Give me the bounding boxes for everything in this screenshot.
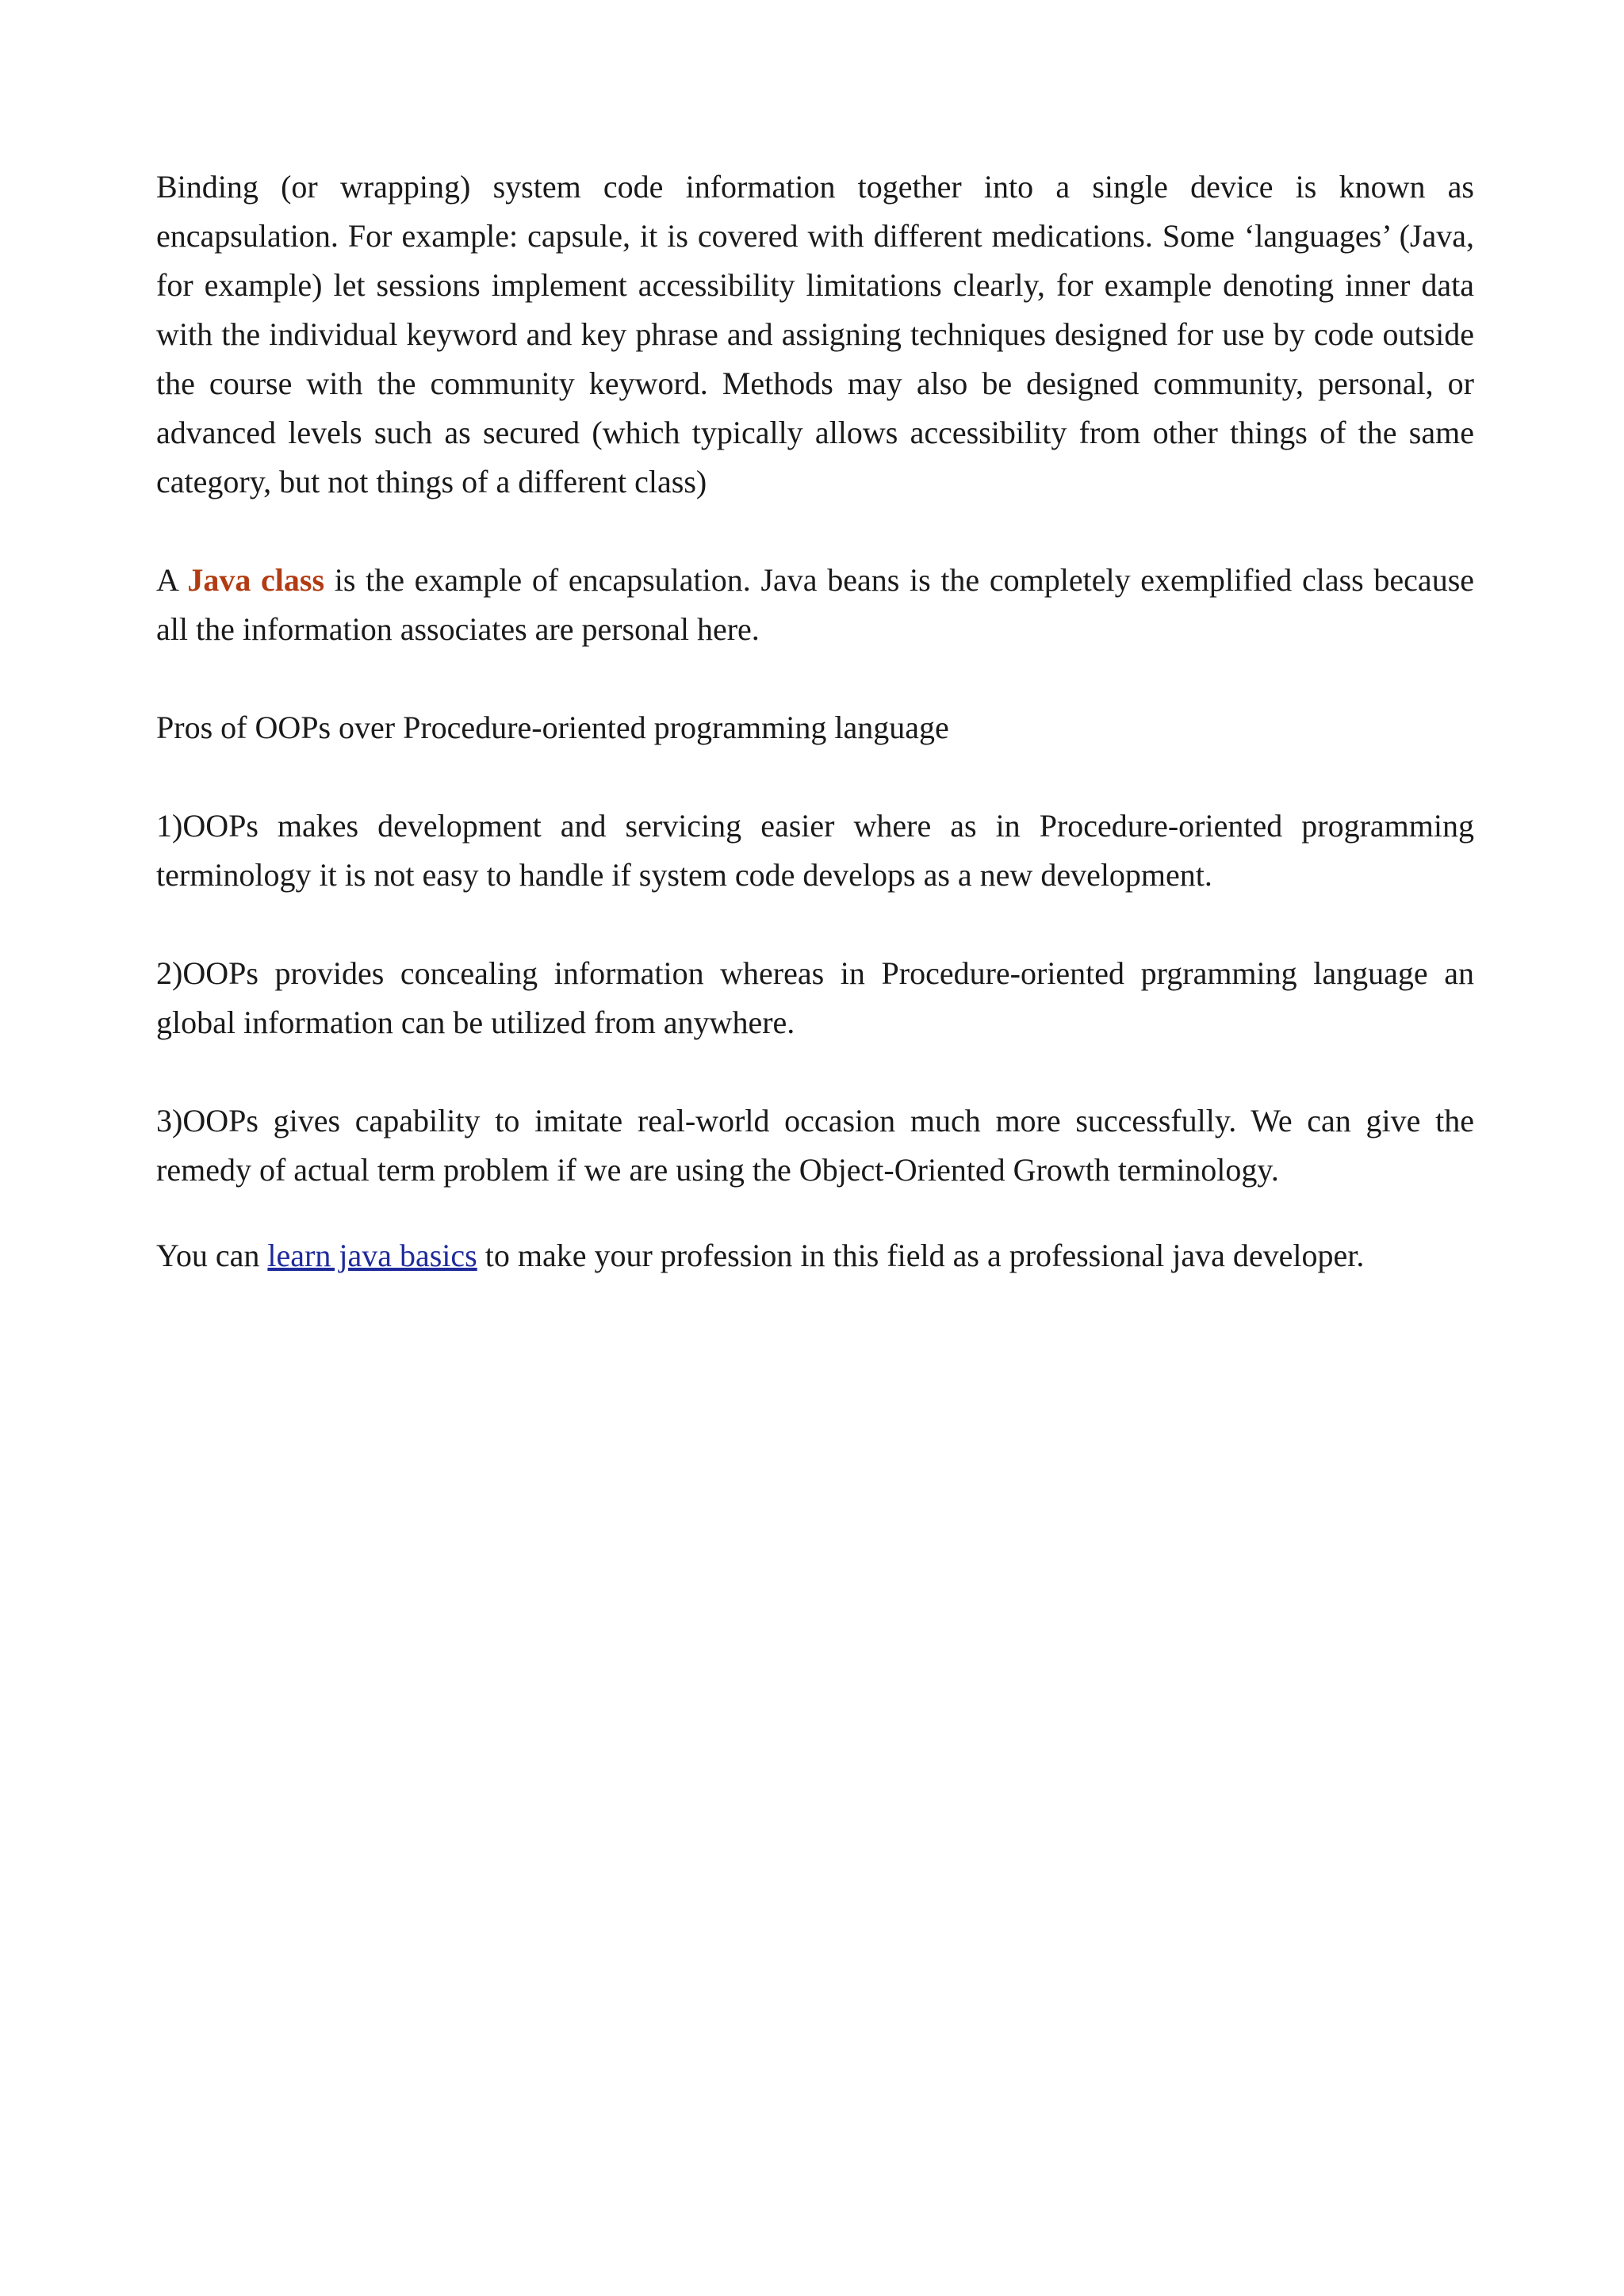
java-class-suffix: is the example of encapsulation. Java beans is the completely exemplified class because all the information associates are personal here. <box>156 562 1475 647</box>
java-class-highlight: Java class <box>187 562 325 598</box>
encapsulation-paragraph: Binding (or wrapping) system code information together into a single device is known as encapsulation. For example: capsule, it is covered with different medications. Some ‘languages’ (Java, for example) let sessions implement accessibility limitations clearly, for example denoting inner data with the individual keyword and key phrase and assigning techniques designed for use by code outside the course with the community keyword. Methods may also be designed community, personal, or advanced levels such as secured (which typically allows accessibility from other things of the same category, but not things of a different class) <box>156 169 1474 499</box>
java-class-prefix: A <box>156 562 178 598</box>
pros-item-2: 2)OOPs provides concealing information whereas in Procedure-oriented prgramming language an global information can be utilized from anywhere. <box>156 955 1474 1040</box>
document-body <box>156 163 1474 1280</box>
closing-prefix: You can <box>156 1238 260 1273</box>
java-class-paragraph <box>156 556 1474 654</box>
pros-item-1: 1)OOPs makes development and servicing easier where as in Procedure-oriented programming terminology it is not easy to handle if system code develops as a new development. <box>156 808 1474 893</box>
pros-item-3: 3)OOPs gives capability to imitate real-world occasion much more successfully. We can give the remedy of actual term problem if we are using the Object-Oriented Growth terminology. <box>156 1103 1474 1188</box>
closing-paragraph <box>156 1231 1474 1280</box>
pros-heading: Pros of OOPs over Procedure-oriented programming language <box>156 710 949 745</box>
closing-suffix: to make your profession in this field as a professional java developer. <box>485 1238 1365 1273</box>
learn-java-basics-link[interactable]: learn java basics <box>267 1238 477 1273</box>
